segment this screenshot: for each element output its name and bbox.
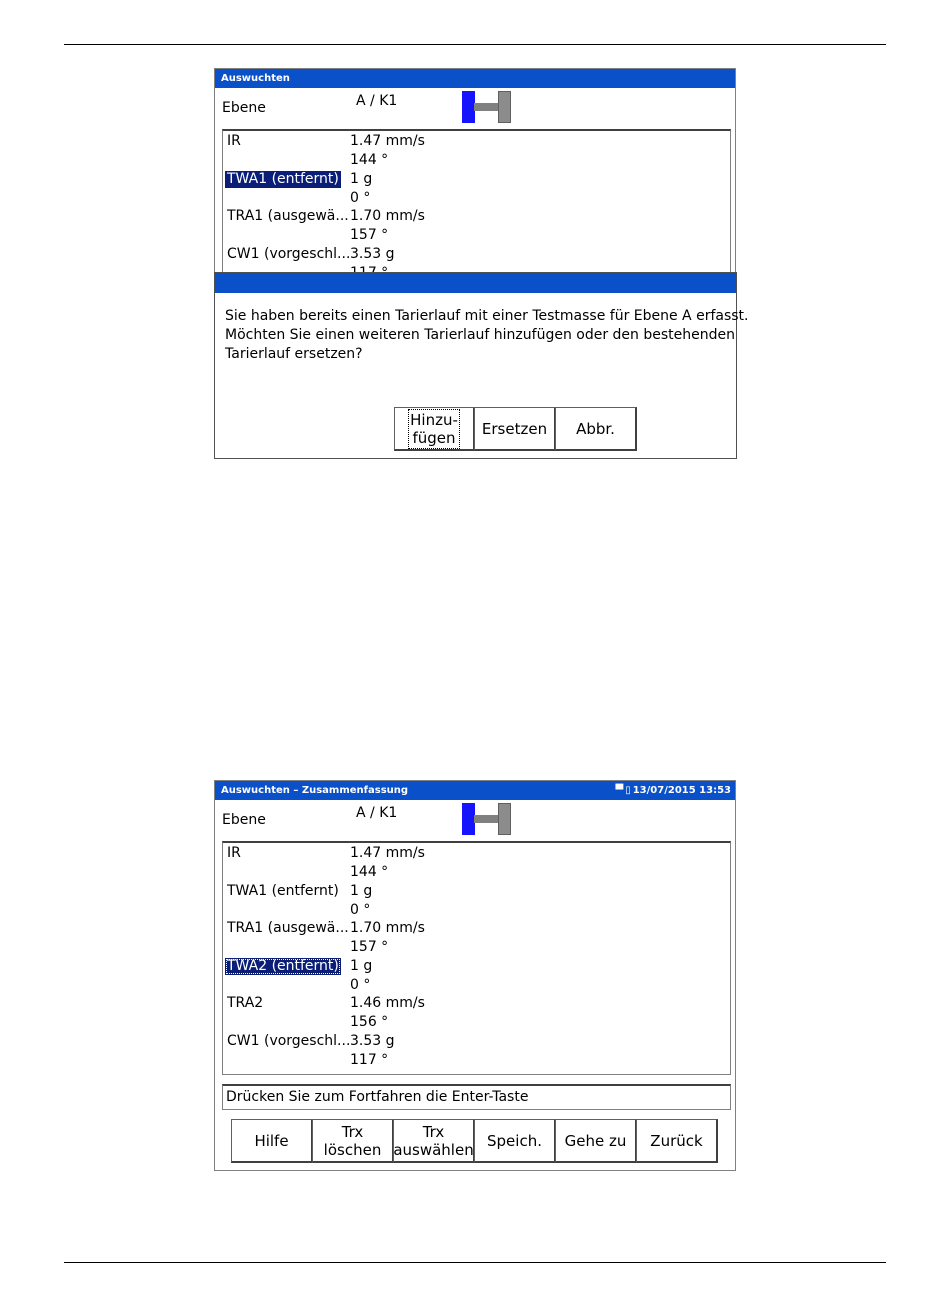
list-item[interactable] xyxy=(223,206,730,244)
run-name: TRA2 xyxy=(227,995,264,1011)
run-name: IR xyxy=(227,133,241,149)
run-value: 3.53 g xyxy=(350,1033,395,1049)
plane-value: A / K1 xyxy=(356,805,398,821)
run-value: 1.70 mm/s xyxy=(350,920,425,936)
status-area xyxy=(616,781,732,800)
list-item-selected[interactable] xyxy=(223,169,730,207)
run-name: TWA2 (entfernt) xyxy=(227,958,339,974)
run-phase: 0 ° xyxy=(350,190,371,206)
back-button[interactable]: Zurück xyxy=(636,1119,718,1163)
sd-card-icon: ▀ xyxy=(615,785,624,796)
run-phase: 156 ° xyxy=(350,1014,389,1030)
rotor-plane-icon xyxy=(462,803,512,835)
cancel-button[interactable]: Abbr. xyxy=(555,407,637,451)
run-phase: 0 ° xyxy=(350,977,371,993)
list-item[interactable] xyxy=(223,131,730,169)
run-value: 1.47 mm/s xyxy=(350,133,425,149)
plane-value: A / K1 xyxy=(356,93,398,109)
list-item[interactable] xyxy=(223,843,730,881)
run-value: 1 g xyxy=(350,958,373,974)
run-phase: 157 ° xyxy=(350,227,389,243)
run-name: CW1 (vorgeschl... xyxy=(227,246,351,262)
run-name: TWA1 (entfernt) xyxy=(227,883,339,899)
run-name: CW1 (vorgeschl... xyxy=(227,1033,351,1049)
run-phase: 157 ° xyxy=(350,939,389,955)
datetime: 13/07/2015 13:53 xyxy=(632,785,731,796)
help-button[interactable]: Hilfe xyxy=(231,1119,313,1163)
run-value: 1 g xyxy=(350,171,373,187)
select-trx-button[interactable]: Trx auswählen xyxy=(393,1119,475,1163)
run-phase: 144 ° xyxy=(350,864,389,880)
confirm-dialog xyxy=(214,272,749,459)
run-name: TRA1 (ausgewä... xyxy=(227,920,349,936)
list-item[interactable] xyxy=(223,918,730,956)
run-value: 1.70 mm/s xyxy=(350,208,425,224)
list-item-selected[interactable] xyxy=(223,956,730,994)
run-phase: 0 ° xyxy=(350,902,371,918)
battery-icon: ▯ xyxy=(625,785,631,796)
run-value: 3.53 g xyxy=(350,246,395,262)
replace-button[interactable]: Ersetzen xyxy=(474,407,556,451)
window-title: Auswuchten xyxy=(215,69,735,88)
save-button[interactable]: Speich. xyxy=(474,1119,556,1163)
plane-label: Ebene xyxy=(222,100,266,116)
page-top-rule xyxy=(64,44,886,45)
rotor-plane-icon xyxy=(462,91,512,123)
run-value: 1.47 mm/s xyxy=(350,845,425,861)
run-phase: 117 ° xyxy=(350,1052,389,1068)
run-name: IR xyxy=(227,845,241,861)
run-value: 1 g xyxy=(350,883,373,899)
delete-trx-button[interactable]: Trx löschen xyxy=(312,1119,394,1163)
run-name: TRA1 (ausgewä... xyxy=(227,208,349,224)
list-item[interactable] xyxy=(223,881,730,919)
dialog-message: Sie haben bereits einen Tarierlauf mit einer Testmasse für Ebene A erfasst. Möchten Sie einen weiteren Tarierlauf hinzufügen oder den bestehenden Tarierlauf ersetzen? xyxy=(225,308,749,362)
measurement-list[interactable] xyxy=(222,841,731,1075)
dialog-title-bar xyxy=(215,273,736,293)
run-value: 1.46 mm/s xyxy=(350,995,425,1011)
page-bottom-rule xyxy=(64,1262,886,1263)
plane-label: Ebene xyxy=(222,812,266,828)
window-title: Auswuchten – Zusammenfassung ▀ ▯ 13/07/2015 13:53 xyxy=(215,781,735,800)
add-button[interactable]: Hinzu- fügen xyxy=(394,407,475,451)
status-hint: Drücken Sie zum Fortfahren die Enter-Taste xyxy=(222,1084,731,1110)
run-name: TWA1 (entfernt) xyxy=(227,171,339,187)
goto-button[interactable]: Gehe zu xyxy=(555,1119,637,1163)
list-item[interactable] xyxy=(223,1031,730,1069)
measurement-list[interactable] xyxy=(222,129,731,289)
summary-screen xyxy=(214,780,736,1171)
list-item[interactable] xyxy=(223,993,730,1031)
run-phase: 144 ° xyxy=(350,152,389,168)
